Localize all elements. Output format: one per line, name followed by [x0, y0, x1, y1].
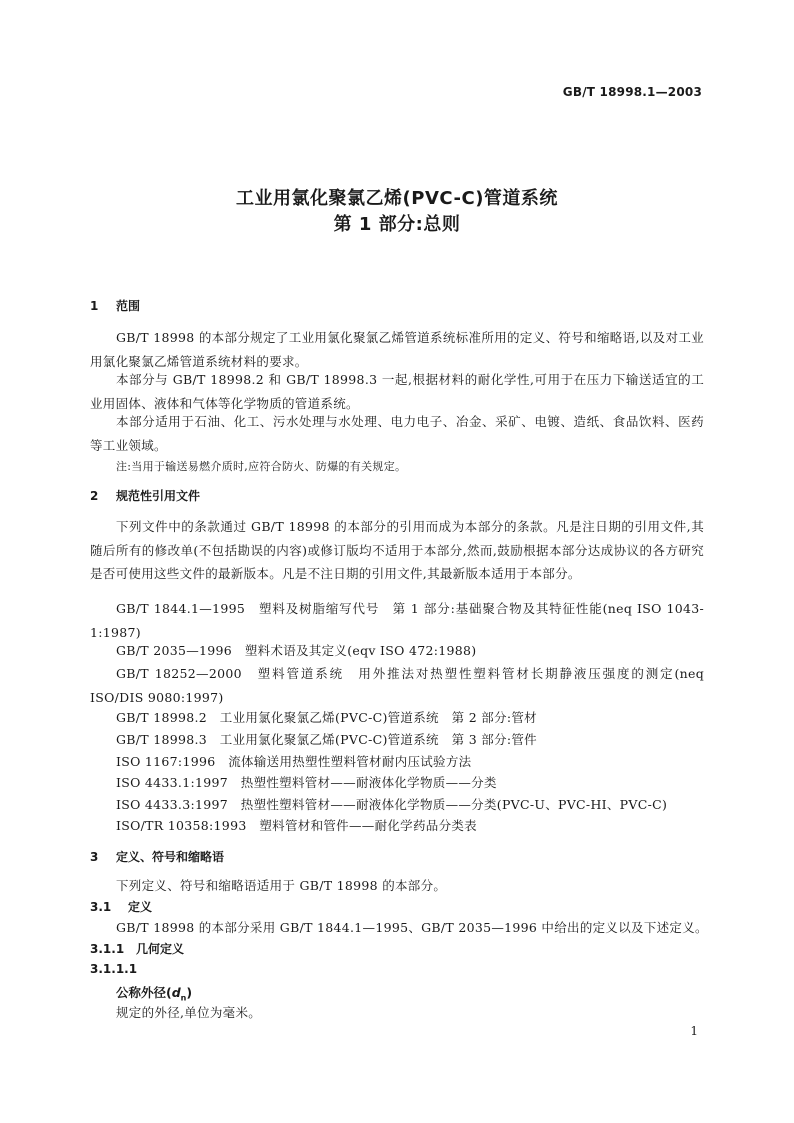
- section-1-heading: [90, 297, 140, 314]
- section-title: 范围: [116, 299, 141, 313]
- reference-item: GB/T 2035—1996 塑料术语及其定义(eqv ISO 472:1988): [116, 643, 477, 658]
- section-title: 几何定义: [136, 942, 185, 956]
- section-1-paragraph-2: 本部分与 GB/T 18998.2 和 GB/T 18998.3 一起,根据材料的耐化学性,可用于在压力下输送适宜的工业用固体、液体和气体等化学物质的管道系统。: [90, 372, 704, 411]
- reference-item: GB/T 18998.3 工业用氯化聚氯乙烯(PVC-C)管道系统 第 3 部分:管件: [116, 732, 537, 747]
- section-title: 定义、符号和缩略语: [116, 850, 225, 864]
- document-title: [0, 186, 794, 238]
- term-label: 公称外径(: [116, 985, 172, 1000]
- term-close: ): [186, 985, 193, 1000]
- section-1-paragraph-3: 本部分适用于石油、化工、污水处理与水处理、电力电子、冶金、采矿、电镀、造纸、食品饮料、医药等工业领域。: [90, 414, 704, 453]
- reference-item: ISO 4433.1:1997 热塑性塑料管材——耐液体化学物质——分类: [116, 775, 497, 790]
- reference-item: ISO 4433.3:1997 热塑性塑料管材——耐液体化学物质——分类(PVC-U、PVC-HI、PVC-C): [116, 797, 668, 812]
- reference-item: GB/T 1844.1—1995 塑料及树脂缩写代号 第 1 部分:基础聚合物及其特征性能(neq ISO 1043-1:1987): [90, 601, 704, 640]
- section-1-note: 注:当用于输送易燃介质时,应符合防火、防爆的有关规定。: [116, 460, 407, 473]
- reference-item: GB/T 18252—2000 塑料管道系统 用外推法对热塑性塑料管材长期静液压强度的测定(neq ISO/DIS 9080:1997): [90, 666, 704, 705]
- section-number: 3.1.1.1: [90, 962, 138, 976]
- section-number: 3.1.1: [90, 942, 125, 956]
- section-number: 3.1: [90, 900, 112, 914]
- section-3-heading: [90, 848, 224, 865]
- term-subscript: n: [180, 993, 187, 1003]
- reference-item: ISO/TR 10358:1993 塑料管材和管件——耐化学药品分类表: [116, 818, 477, 833]
- section-3-1-paragraph: GB/T 18998 的本部分采用 GB/T 1844.1—1995、GB/T 2035—1996 中给出的定义以及下述定义。: [116, 920, 708, 935]
- page-number: 1: [690, 1024, 698, 1038]
- term-symbol: d: [171, 985, 181, 1000]
- section-title: 规范性引用文件: [116, 489, 201, 503]
- section-2-paragraph-1: 下列文件中的条款通过 GB/T 18998 的本部分的引用而成为本部分的条款。凡是注日期的引用文件,其随后所有的修改单(不包括勘误的内容)或修订版均不适用于本部分,然而,鼓励根据本部分达成协议的各方研究是否可使用这些文件的最新版本。凡是不注日期的引用文件,其最新版本适用于本部分。: [90, 519, 704, 581]
- title-line-1: 工业用氯化聚氯乙烯(PVC-C)管道系统: [236, 188, 558, 209]
- reference-item: ISO 1167:1996 流体输送用热塑性塑料管材耐内压试验方法: [116, 754, 472, 769]
- section-number: 2: [90, 489, 99, 503]
- section-number: 3: [90, 850, 99, 864]
- section-3-1-heading: [90, 898, 152, 915]
- section-1-paragraph-1: GB/T 18998 的本部分规定了工业用氯化聚氯乙烯管道系统标准所用的定义、符号和缩略语,以及对工业用氯化聚氯乙烯管道系统材料的要求。: [90, 330, 704, 369]
- section-2-heading: [90, 487, 200, 504]
- section-title: 定义: [128, 900, 153, 914]
- standard-code: GB/T 18998.1—2003: [562, 85, 702, 99]
- term-definition: 规定的外径,单位为毫米。: [116, 1005, 262, 1020]
- section-number: 1: [90, 299, 99, 313]
- term-nominal-outside-diameter: [116, 983, 192, 1003]
- section-3-1-1-1-heading: [90, 962, 137, 976]
- reference-item: GB/T 18998.2 工业用氯化聚氯乙烯(PVC-C)管道系统 第 2 部分:管材: [116, 710, 537, 725]
- section-3-paragraph-1: 下列定义、符号和缩略语适用于 GB/T 18998 的本部分。: [116, 878, 447, 893]
- title-line-2: 第 1 部分:总则: [333, 214, 461, 235]
- section-3-1-1-heading: [90, 940, 184, 957]
